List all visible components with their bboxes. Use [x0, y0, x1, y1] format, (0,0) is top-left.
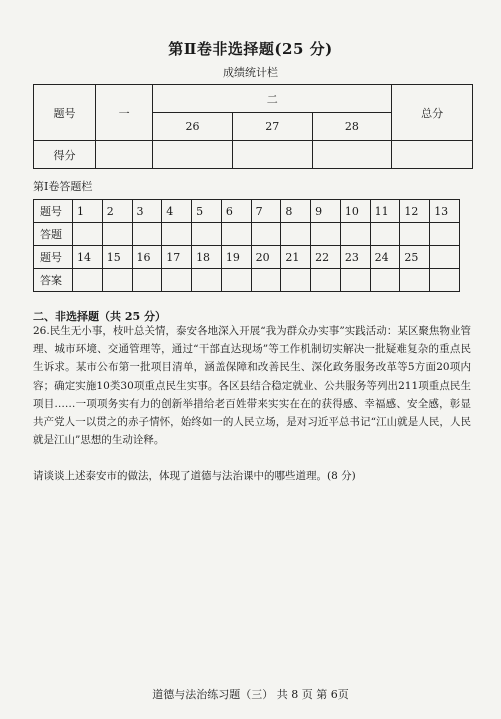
answer-cell[interactable] — [192, 223, 222, 246]
answer-cell[interactable] — [162, 269, 192, 292]
answer-cell[interactable] — [132, 223, 162, 246]
score-table-total-label: 总分 — [392, 85, 473, 141]
score-table-q28: 28 — [312, 113, 392, 141]
question-number: 5 — [192, 200, 222, 223]
question-number: 23 — [340, 246, 370, 269]
question-number: 24 — [370, 246, 400, 269]
score-cell-q26[interactable] — [153, 141, 233, 169]
answer-table-answer-label-1: 答题 — [34, 223, 73, 246]
answer-cell[interactable] — [221, 223, 251, 246]
answer-table — [33, 199, 460, 292]
question-number: 16 — [132, 246, 162, 269]
answer-question-row-1 — [34, 200, 460, 223]
question-number: 14 — [73, 246, 103, 269]
answer-table-question-label: 题号 — [34, 246, 73, 269]
answer-cell[interactable] — [400, 223, 430, 246]
answer-cell[interactable] — [162, 223, 192, 246]
question-number: 8 — [281, 200, 311, 223]
score-table-question-label: 题号 — [34, 85, 96, 141]
question-number: 15 — [102, 246, 132, 269]
answer-table-answer-label-2: 答案 — [34, 269, 73, 292]
question-number: 13 — [430, 200, 460, 223]
answer-cell[interactable] — [132, 269, 162, 292]
question-26-text: 26.民生无小事，枝叶总关情，泰安各地深入开展“我为群众办实事”实践活动：某区聚焦物业管理、城市环境、交通管理等，通过“干部直达现场”等工作机制切实解决一批疑难复杂的重点民生诉求。某市公布第一批项目清单，涵盖保障和改善民生、深化政务服务改革等5方面20项内容；确定实施10类30项重点民生实事。各区县结合稳定就业、公共服务等列出211项重点民生项目……一项项务实有力的创新举措给老百姓带来实实在在的获得感、幸福感、安全感，彰显共产党人一以贯之的赤子情怀，始终如一的人民立场，是对习近平总书记“江山就是人民，人民就是江山”思想的生动诠释。 — [33, 325, 471, 447]
question-number: 11 — [370, 200, 400, 223]
answer-cell[interactable] — [251, 269, 281, 292]
answer-row-1 — [34, 223, 460, 246]
empty-cell — [430, 246, 460, 269]
score-table-q27: 27 — [232, 113, 312, 141]
score-cell-total[interactable] — [392, 141, 473, 169]
answer-cell[interactable] — [311, 223, 341, 246]
answer-cell[interactable] — [192, 269, 222, 292]
score-table-part-one: 一 — [96, 85, 153, 141]
score-table-part-two: 二 — [153, 85, 392, 113]
question-number: 22 — [311, 246, 341, 269]
answer-cell[interactable] — [251, 223, 281, 246]
answer-cell[interactable] — [370, 269, 400, 292]
answer-cell[interactable] — [73, 223, 103, 246]
question-number: 3 — [132, 200, 162, 223]
answer-cell[interactable] — [221, 269, 251, 292]
score-table-score-label: 得分 — [34, 141, 96, 169]
question-number: 18 — [192, 246, 222, 269]
question-number: 2 — [102, 200, 132, 223]
question-number: 20 — [251, 246, 281, 269]
answer-cell[interactable] — [400, 269, 430, 292]
question-number: 4 — [162, 200, 192, 223]
answer-cell[interactable] — [311, 269, 341, 292]
answer-cell[interactable] — [340, 269, 370, 292]
score-cell-q27[interactable] — [232, 141, 312, 169]
answer-cell[interactable] — [102, 223, 132, 246]
answer-cell[interactable] — [370, 223, 400, 246]
question-number: 10 — [340, 200, 370, 223]
answer-cell[interactable] — [281, 223, 311, 246]
question-number: 21 — [281, 246, 311, 269]
answer-question-row-2 — [34, 246, 460, 269]
answer-cell[interactable] — [340, 223, 370, 246]
question-number: 1 — [73, 200, 103, 223]
answer-table-caption: 第Ⅰ卷答题栏 — [33, 180, 93, 193]
score-table-q26: 26 — [153, 113, 233, 141]
answer-cell[interactable] — [73, 269, 103, 292]
question-number: 9 — [311, 200, 341, 223]
question-number: 19 — [221, 246, 251, 269]
question-number: 12 — [400, 200, 430, 223]
page-footer: 道德与法治练习题（三） 共 8 页 第 6页 — [152, 688, 349, 701]
question-number: 6 — [221, 200, 251, 223]
section-heading: 二、非选择题（共 25 分） — [33, 310, 166, 323]
answer-cell[interactable] — [102, 269, 132, 292]
question-number: 25 — [400, 246, 430, 269]
question-number: 17 — [162, 246, 192, 269]
score-table-caption: 成绩统计栏 — [223, 66, 278, 79]
question-number: 7 — [251, 200, 281, 223]
page-title: 第Ⅱ卷非选择题(25 分) — [168, 40, 333, 58]
answer-table-question-label: 题号 — [34, 200, 73, 223]
score-cell-q28[interactable] — [312, 141, 392, 169]
question-26-prompt: 请谈谈上述泰安市的做法，体现了道德与法治课中的哪些道理。(8 分) — [33, 470, 356, 482]
score-table — [33, 84, 473, 169]
answer-cell[interactable] — [281, 269, 311, 292]
answer-row-2 — [34, 269, 460, 292]
empty-cell — [430, 269, 460, 292]
answer-cell[interactable] — [430, 223, 460, 246]
score-cell-part-one[interactable] — [96, 141, 153, 169]
